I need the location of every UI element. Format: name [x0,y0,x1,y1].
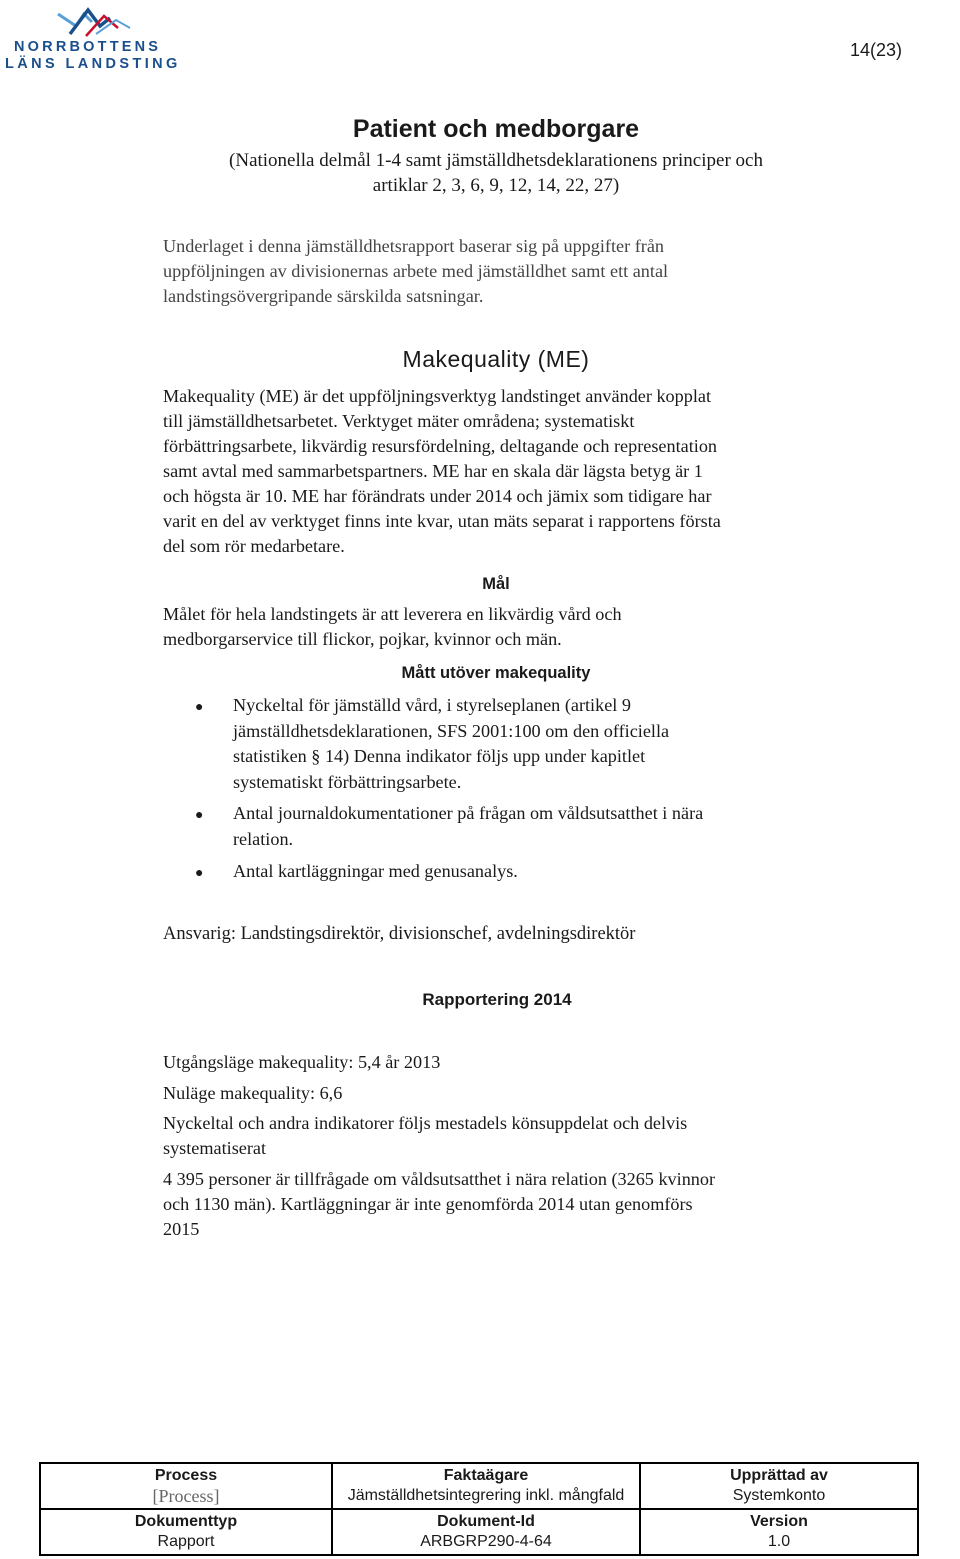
footer-cell-faktaagare [332,1463,640,1509]
bullet-line: Antal kartläggningar med genusanalys. [233,861,518,881]
page-number: 14(23) [849,40,902,60]
makequality-line: förbättringsarbete, likvärdig resursfördelning, deltagande och representation [163,436,718,456]
footer-label: Faktaägare [443,1467,529,1484]
bullet-line: Nyckeltal för jämställd vård, i styrelseplanen (artikel 9 [233,695,631,715]
intro-line: Underlaget i denna jämställdhetsrapport baserar sig på uppgifter från [163,236,664,256]
footer-label: Upprättad av [730,1467,828,1484]
subtitle-line: artiklar 2, 3, 6, 9, 12, 14, 22, 27) [372,175,620,196]
footer-row [40,1509,918,1555]
footer-value: Jämställdhetsintegrering inkl. mångfald [347,1487,625,1504]
footer-value: Systemkonto [732,1487,826,1504]
footer-cell-dokumenttyp [40,1509,332,1555]
makequality-line: Makequality (ME) är det uppföljningsverktyg landstinget använder kopplat [163,386,712,406]
footer-label: Dokument-Id [437,1513,535,1530]
footer-row [40,1463,918,1509]
report-item [163,1111,843,1161]
makequality-line: till jämställdhetsarbetet. Verktyget mäter områdena; systematiskt [163,411,635,431]
bullet-icon: ● [195,864,204,880]
footer-metadata-table [39,1462,919,1556]
responsible-text: Ansvarig: Landstingsdirektör, divisionschef, avdelningsdirektör [163,924,636,944]
bullet-icon: ● [195,698,204,714]
footer-cell-version [640,1509,918,1555]
bullet-line: jämställdhetsdeklarationen, SFS 2001:100 om den officiella [233,720,670,741]
goal-paragraph [163,602,843,652]
report-item [163,1167,843,1242]
bullet-line: statistiken § 14) Denna indikator följs upp under kapitlet [233,746,646,766]
footer-value: 1.0 [767,1533,791,1550]
footer-value: ARBGRP290-4-64 [420,1533,552,1550]
goal-line: medborgarservice till flickor, pojkar, kvinnor och män. [163,629,562,649]
section-heading-goal: Mål [482,575,510,593]
bullet-icon: ● [195,806,204,822]
subtitle-line: (Nationella delmål 1-4 samt jämställdhetsdeklarationens principer och [229,150,763,171]
report-line: och 1130 män). Kartläggningar är inte genomförda 2014 utan genomförs [163,1194,693,1214]
footer-value: Rapport [157,1533,215,1550]
intro-line: uppföljningen av divisionernas arbete med jämställdhet samt ett antal [163,261,669,281]
report-item [163,1081,843,1106]
bullet-line: relation. [233,828,294,849]
intro-line: landstingsövergripande särskilda satsningar. [163,286,484,306]
makequality-line: samt avtal med sammarbetspartners. ME har en skala där lägsta betyg är 1 [163,461,703,481]
makequality-line: varit en del av verktyget finns inte kvar, utan mäts separat i rapportens första [163,511,721,531]
footer-cell-process [40,1463,332,1509]
logo-text-line1: NORRBOTTENS [14,39,162,55]
footer-label: Dokumenttyp [134,1513,238,1530]
section-heading-report: Rapportering 2014 [422,990,572,1009]
page-title: Patient och medborgare [352,115,640,143]
bullet-line: systematiskt förbättringsarbete. [233,771,462,792]
norrbotten-logo [0,4,180,72]
makequality-paragraph [163,384,843,559]
responsible-line [163,922,843,947]
footer-label: Process [154,1467,218,1484]
logo-text-line2: LÄNS LANDSTING [5,56,181,72]
report-line: 4 395 personer är tillfrågade om våldsutsatthet i nära relation (3265 kvinnor [163,1169,716,1189]
report-line: Nyckeltal och andra indikatorer följs mestadels könsuppdelat och delvis [163,1113,688,1133]
report-line: systematiserat [163,1138,267,1158]
report-line: Nuläge makequality: 6,6 [163,1083,343,1103]
section-heading-makequality: Makequality (ME) [402,346,590,372]
makequality-line: del som rör medarbetare. [163,536,345,556]
footer-cell-dokumentid [332,1509,640,1555]
footer-cell-upprattad [640,1463,918,1509]
intro-paragraph [163,234,843,309]
bullet-line: Antal journaldokumentationer på frågan om våldsutsatthet i nära [233,803,704,823]
report-line: Utgångsläge makequality: 5,4 år 2013 [163,1052,441,1072]
goal-line: Målet för hela landstingets är att leverera en likvärdig vård och [163,604,622,624]
report-item [163,1050,843,1075]
footer-value: [Process] [152,1486,220,1506]
makequality-line: och högsta är 10. ME har förändrats under 2014 och jämix som tidigare har [163,486,712,506]
logo-mark-icon [0,4,180,44]
footer-label: Version [750,1513,808,1530]
report-line: 2015 [163,1219,200,1239]
section-heading-measures: Mått utöver makequality [401,664,591,682]
